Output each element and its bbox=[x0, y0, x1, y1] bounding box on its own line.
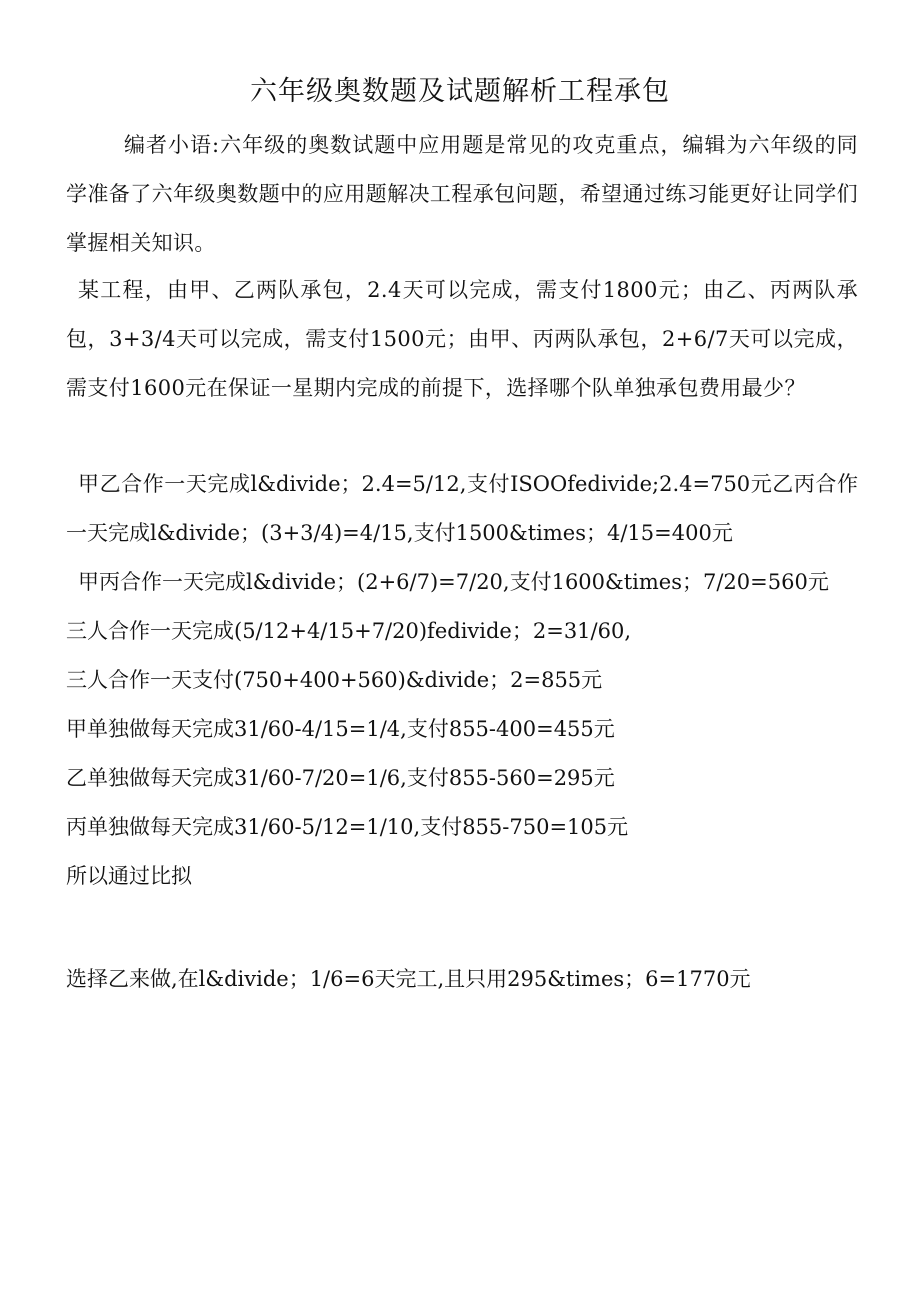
intro-paragraph: 编者小语:六年级的奥数试题中应用题是常见的攻克重点，编辑为六年级的同学准备了六年级奥数题中的应用题解决工程承包问题，希望通过练习能更好让同学们掌握相关知识。 bbox=[66, 133, 858, 255]
solution-line-9: 选择乙来做,在l&divide；1/6=6天完工,且只用295&times；6=1770元 bbox=[66, 967, 751, 991]
solution-line-4: 三人合作一天支付(750+400+560)&divide；2=855元 bbox=[66, 668, 603, 692]
solution-line-3: 三人合作一天完成(5/12+4/15+7/20)fedivide；2=31/60, bbox=[66, 619, 632, 643]
solution-line-2: 甲丙合作一天完成l&divide；(2+6/7)=7/20,支付1600&times；7/20=560元 bbox=[78, 570, 829, 594]
solution-line-6: 乙单独做每天完成31/60-7/20=1/6,支付855-560=295元 bbox=[66, 766, 615, 790]
problem-paragraph: 某工程，由甲、乙两队承包，2.4天可以完成，需支付1800元；由乙、丙两队承包，3+3/4天可以完成，需支付1500元；由甲、丙两队承包，2+6/7天可以完成，需支付1600元在保证一星期内完成的前提下，选择哪个队单独承包费用最少？ bbox=[66, 278, 858, 400]
document-title: 六年级奥数题及试题解析工程承包 bbox=[250, 76, 670, 107]
solution-line-5: 甲单独做每天完成31/60-4/15=1/4,支付855-400=455元 bbox=[66, 717, 615, 741]
solution-line-8: 所以通过比拟 bbox=[66, 864, 192, 888]
solution-line-7: 丙单独做每天完成31/60-5/12=1/10,支付855-750=105元 bbox=[66, 815, 629, 839]
solution-line-1: 甲乙合作一天完成l&divide；2.4=5/12,支付ISOOfedivide;2.4=750元乙丙合作一天完成l&divide；(3+3/4)=4/15,支付1500&times；4/15=400元 bbox=[66, 472, 858, 545]
